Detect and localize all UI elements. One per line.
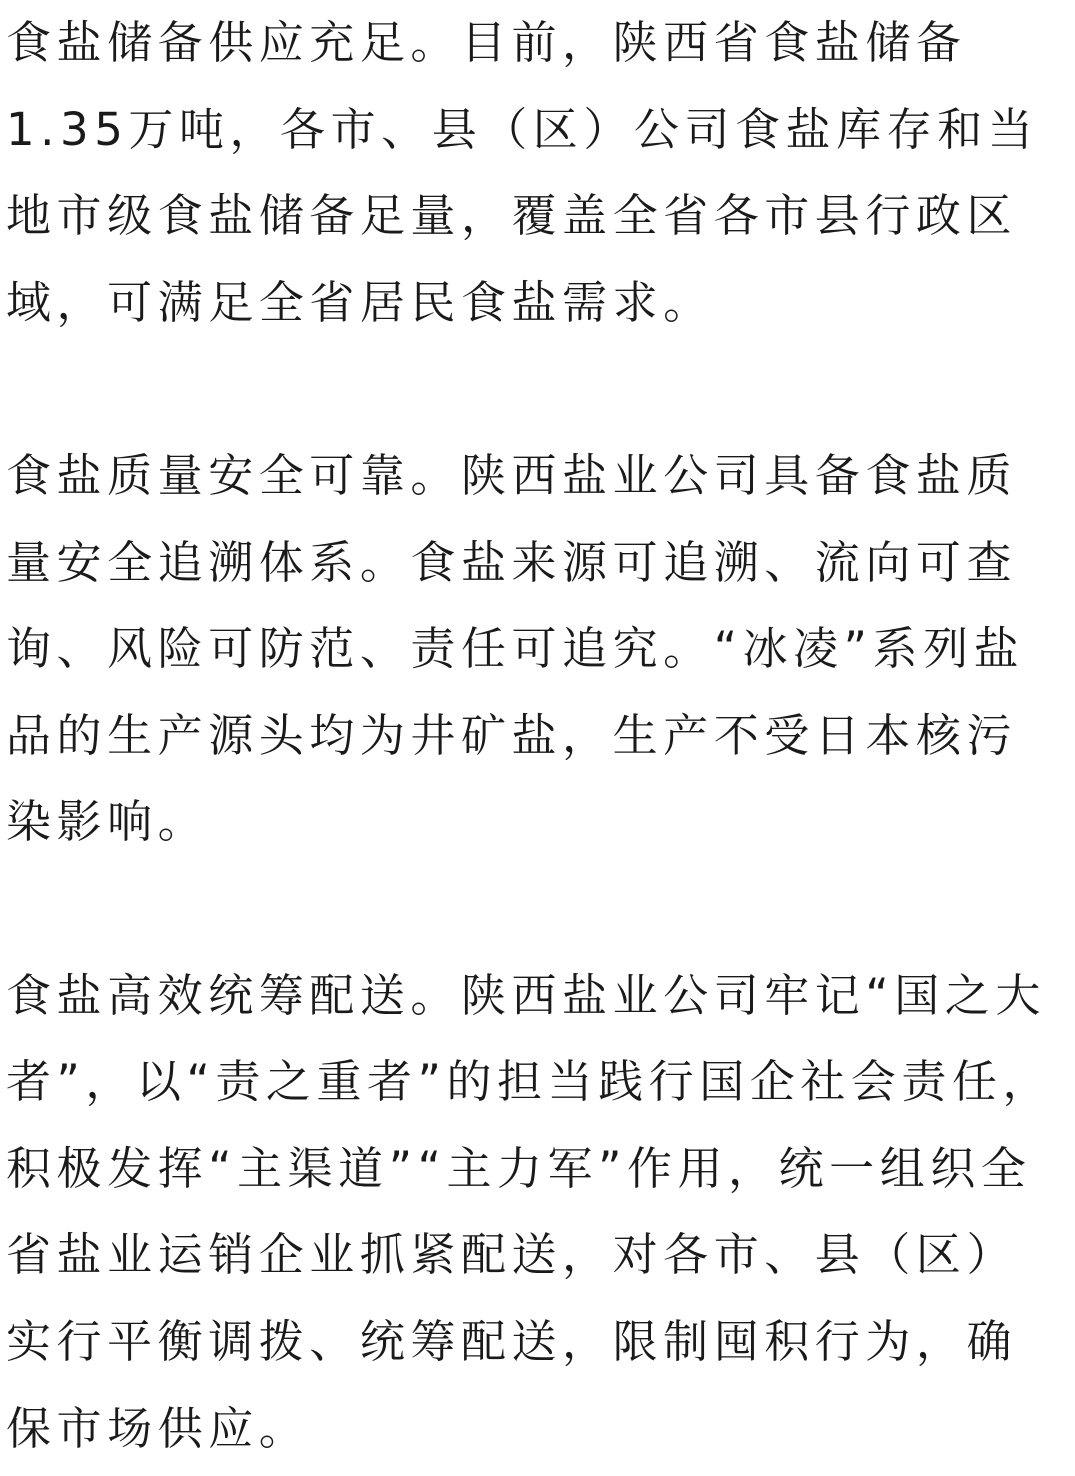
paragraph-line: 食盐高效统筹配送。陕西盐业公司牢记“国之大 (6, 968, 1046, 1022)
paragraph-line: 地市级食盐储备足量，覆盖全省各市县行政区 (6, 189, 1018, 243)
paragraph-line: 食盐质量安全可靠。陕西盐业公司具备食盐质 (6, 448, 1018, 502)
paragraph-line: 实行平衡调拨、统筹配送，限制囤积行为，确 (6, 1314, 1018, 1368)
paragraph-line: 者”，以“责之重者”的担当践行国企社会责任， (6, 1055, 1054, 1109)
paragraph-line: 积极发挥“主渠道”“主力军”作用，统一组织全 (6, 1141, 1032, 1195)
paragraph-salt-quality (6, 433, 1070, 866)
paragraph-line: 染影响。 (6, 795, 209, 849)
paragraph-salt-reserve (6, 0, 1070, 346)
article-body (6, 0, 1070, 1472)
paragraph-salt-distribution (6, 953, 1070, 1473)
paragraph-line: 省盐业运销企业抓紧配送，对各市、县（区） (6, 1228, 1018, 1282)
paragraph-line: 量安全追溯体系。食盐来源可追溯、流向可查 (6, 535, 1018, 589)
paragraph-line: 1.35万吨，各市、县（区）公司食盐库存和当 (6, 102, 1039, 156)
paragraph-line: 保市场供应。 (6, 1401, 310, 1455)
paragraph-line: 询、风险可防范、责任可追究。“冰凌”系列盐 (6, 622, 1025, 676)
paragraph-line: 品的生产源头均为井矿盐，生产不受日本核污 (6, 708, 1018, 762)
paragraph-line: 食盐储备供应充足。目前，陕西省食盐储备 (6, 16, 967, 69)
paragraph-line: 域，可满足全省居民食盐需求。 (6, 275, 714, 329)
